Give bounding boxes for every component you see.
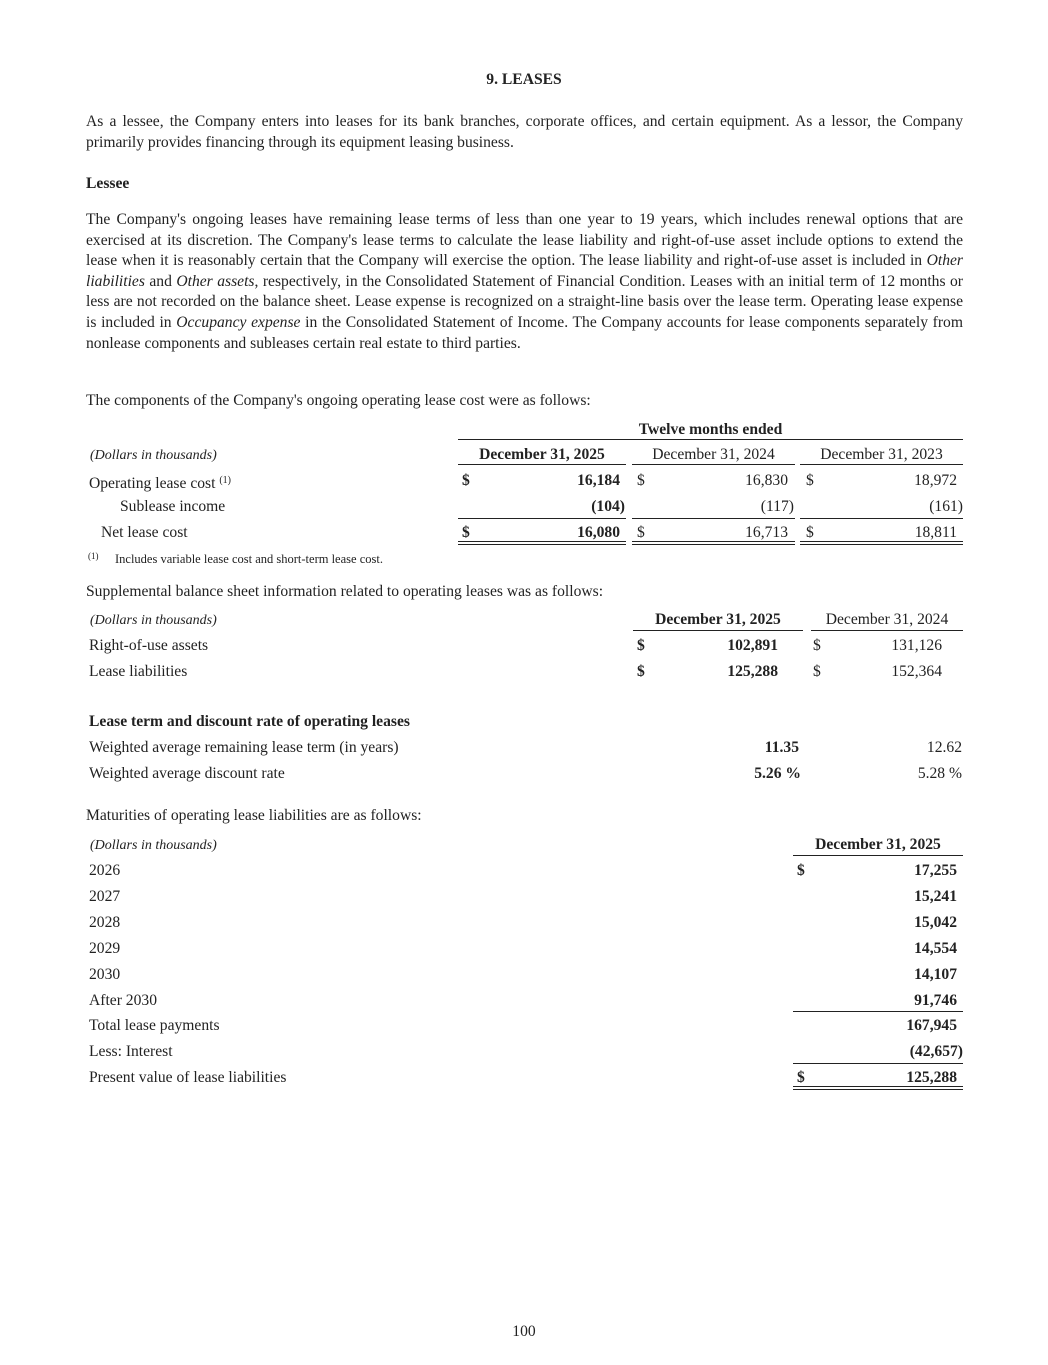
dollar-sign: $: [637, 663, 645, 680]
cell: 14,554: [914, 939, 957, 957]
page-number: 100: [512, 1323, 536, 1340]
dollar-sign: $: [637, 472, 645, 489]
row-label: 2028: [89, 913, 121, 931]
cost-intro: The components of the Company's ongoing operating lease cost were as follows:: [86, 392, 591, 409]
dollar-sign: $: [813, 663, 821, 680]
cell: 18,972: [914, 472, 957, 489]
cell: 5.26 %: [754, 765, 801, 782]
dollar-sign: $: [462, 524, 470, 541]
cell: 17,255: [914, 862, 957, 879]
intro-paragraph: As a lessee, the Company enters into leases for its bank branches, corporate offices, and certain equipment. As a lessor, the Company primarily provides financing through its equipment leasing business.: [86, 113, 963, 151]
row-label: 2029: [89, 939, 121, 957]
dollar-sign: $: [637, 524, 645, 541]
footnote: Includes variable lease cost and short-term lease cost.: [115, 552, 383, 566]
column-header: December 31, 2024: [652, 446, 775, 463]
text: in the Consolidated Statement of Income. The Company accounts for lease components separately from nonlease components and subleases certain real estate to third parties.: [86, 313, 963, 352]
row-label: Weighted average discount rate: [89, 765, 285, 782]
row-label: Lease liabilities: [89, 663, 188, 680]
units-label: (Dollars in thousands): [90, 448, 217, 463]
column-header: December 31, 2023: [820, 446, 943, 463]
dollar-sign: $: [462, 472, 470, 489]
dollar-sign: $: [806, 472, 814, 489]
cell: 91,746: [914, 991, 957, 1009]
lessee-paragraph: [86, 210, 963, 354]
row-label: 2027: [89, 887, 121, 905]
row-label: 2030: [89, 965, 121, 983]
cell: 11.35: [764, 739, 799, 756]
cell: (42,657): [909, 1043, 963, 1061]
row-label: Operating lease cost $^{(1)}$: [89, 475, 232, 492]
period-header: Twelve months ended: [638, 421, 783, 438]
cell: 14,107: [914, 965, 957, 983]
cell: 18,811: [914, 524, 957, 541]
cell: 15,042: [914, 913, 957, 931]
dollar-sign: $: [813, 637, 821, 654]
cell: 16,080: [577, 524, 620, 541]
units-label: (Dollars in thousands): [90, 613, 217, 628]
dollar-sign: $: [797, 862, 805, 879]
row-label: Weighted average remaining lease term (in years): [89, 739, 399, 756]
lessee-heading: Lessee: [86, 175, 130, 192]
units-label: (Dollars in thousands): [90, 838, 217, 853]
row-label: Total lease payments: [89, 1017, 220, 1035]
footnote-mark: (1): [88, 551, 99, 561]
dollar-sign: $: [637, 637, 645, 654]
text: Other liabilities: [86, 252, 963, 290]
balance-intro: Supplemental balance sheet information related to operating leases was as follows:: [86, 583, 604, 600]
cell: 152,364: [891, 663, 942, 680]
subheading: Lease term and discount rate of operating leases: [89, 713, 410, 730]
row-label: Right-of-use assets: [89, 637, 209, 654]
cell: 16,713: [745, 524, 788, 541]
cell: 5.28 %: [917, 765, 962, 782]
row-label: Net lease cost: [101, 524, 188, 541]
cell: (161): [929, 498, 963, 515]
cell: (117): [760, 498, 794, 515]
cell: 16,184: [577, 472, 620, 489]
text: The Company's ongoing leases have remaining lease terms of less than one year to 19 years, which includes renewal options that are exercised at its discretion. The Company's lease terms to calculate the lease liability and right-of-use asset include options to extend the lease when it is reasonably certain that the Company will exercise the option. The lease liability and right-of-use asset is included in: [86, 211, 963, 270]
column-header: December 31, 2024: [825, 611, 949, 628]
maturity-intro: Maturities of operating lease liabilities are as follows:: [86, 807, 422, 824]
cell: 131,126: [891, 637, 942, 654]
column-header: December 31, 2025: [479, 446, 605, 463]
cell: 15,241: [914, 887, 957, 905]
cell: 167,945: [906, 1017, 957, 1035]
column-header: December 31, 2025: [815, 836, 941, 853]
cell: (104): [591, 498, 625, 515]
row-label: Less: Interest: [89, 1043, 173, 1061]
dollar-sign: $: [806, 524, 814, 541]
row-label: Present value of lease liabilities: [89, 1069, 287, 1087]
section-title: 9. LEASES: [486, 71, 562, 88]
row-label: After 2030: [89, 991, 157, 1009]
text: , respectively, in the Consolidated Statement of Financial Condition. Leases with an initial term of 12 months or less are not recorded on the balance sheet. Lease expense is recognized on a straight-line basis over the lease term. Operating lease expense is included in: [86, 272, 963, 331]
text: Other assets: [176, 272, 255, 290]
cell: 16,830: [745, 472, 788, 489]
row-label: Sublease income: [120, 498, 226, 515]
text: and: [144, 272, 177, 290]
cell: 125,288: [727, 663, 778, 680]
column-header: December 31, 2025: [655, 611, 781, 628]
cell: 125,288: [906, 1069, 957, 1087]
row-label: 2026: [89, 862, 121, 879]
dollar-sign: $: [797, 1069, 805, 1087]
cell: 102,891: [727, 637, 778, 654]
cell: 12.62: [926, 739, 962, 756]
text: Occupancy expense: [176, 313, 301, 331]
